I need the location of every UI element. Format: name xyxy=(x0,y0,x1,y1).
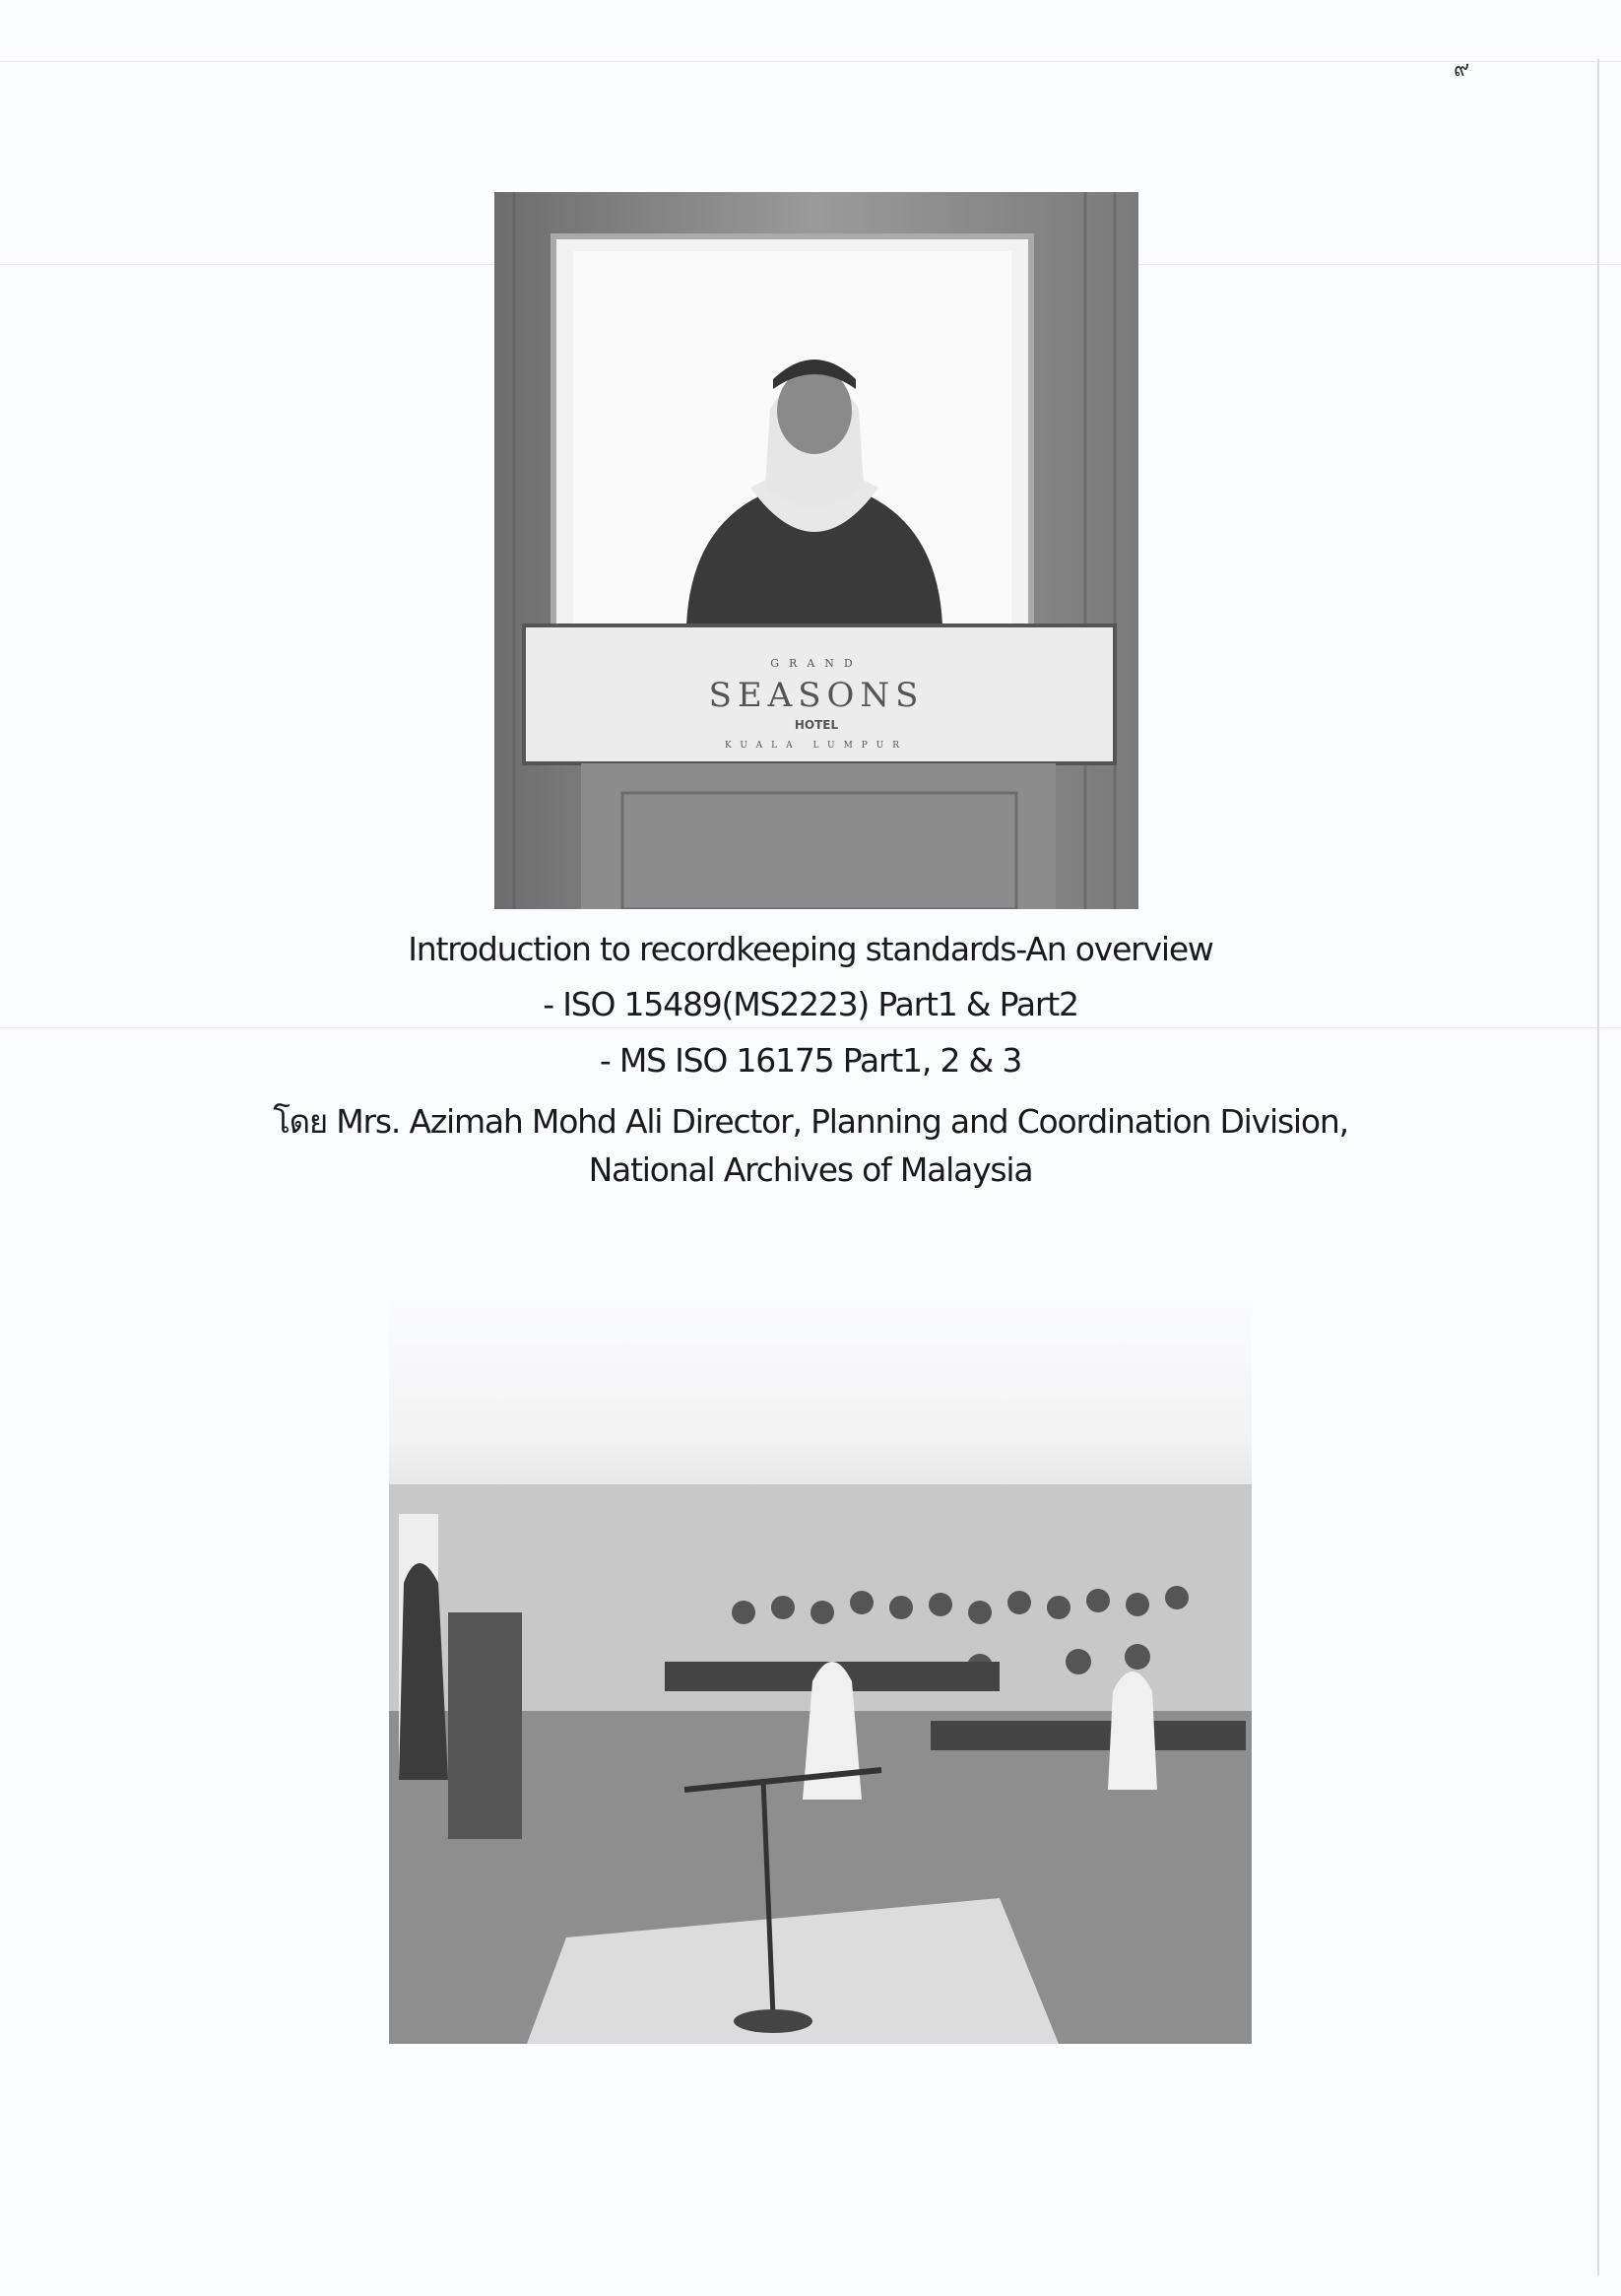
scan-line xyxy=(0,61,1621,62)
svg-text:SEASONS: SEASONS xyxy=(708,676,925,715)
caption-standard-1: - ISO 15489(MS2223) Part1 & Part2 xyxy=(543,985,1078,1023)
caption-standard-2: - MS ISO 16175 Part1, 2 & 3 xyxy=(599,1041,1022,1080)
scan-line xyxy=(0,1027,1621,1028)
svg-text:KUALA LUMPUR: KUALA LUMPUR xyxy=(724,741,909,751)
speaker-at-lectern-photo xyxy=(494,192,1138,909)
svg-text:HOTEL: HOTEL xyxy=(794,718,839,732)
svg-text:GRAND: GRAND xyxy=(770,657,863,670)
caption-speaker: โดย Mrs. Azimah Mohd Ali Director, Planning and Coordination Division, xyxy=(273,1102,1348,1141)
caption-organization: National Archives of Malaysia xyxy=(588,1150,1033,1189)
page-number: ๙ xyxy=(1454,57,1470,82)
seminar-room-photo xyxy=(389,1287,1252,2044)
caption-title: Introduction to recordkeeping standards-An overview xyxy=(408,930,1213,968)
